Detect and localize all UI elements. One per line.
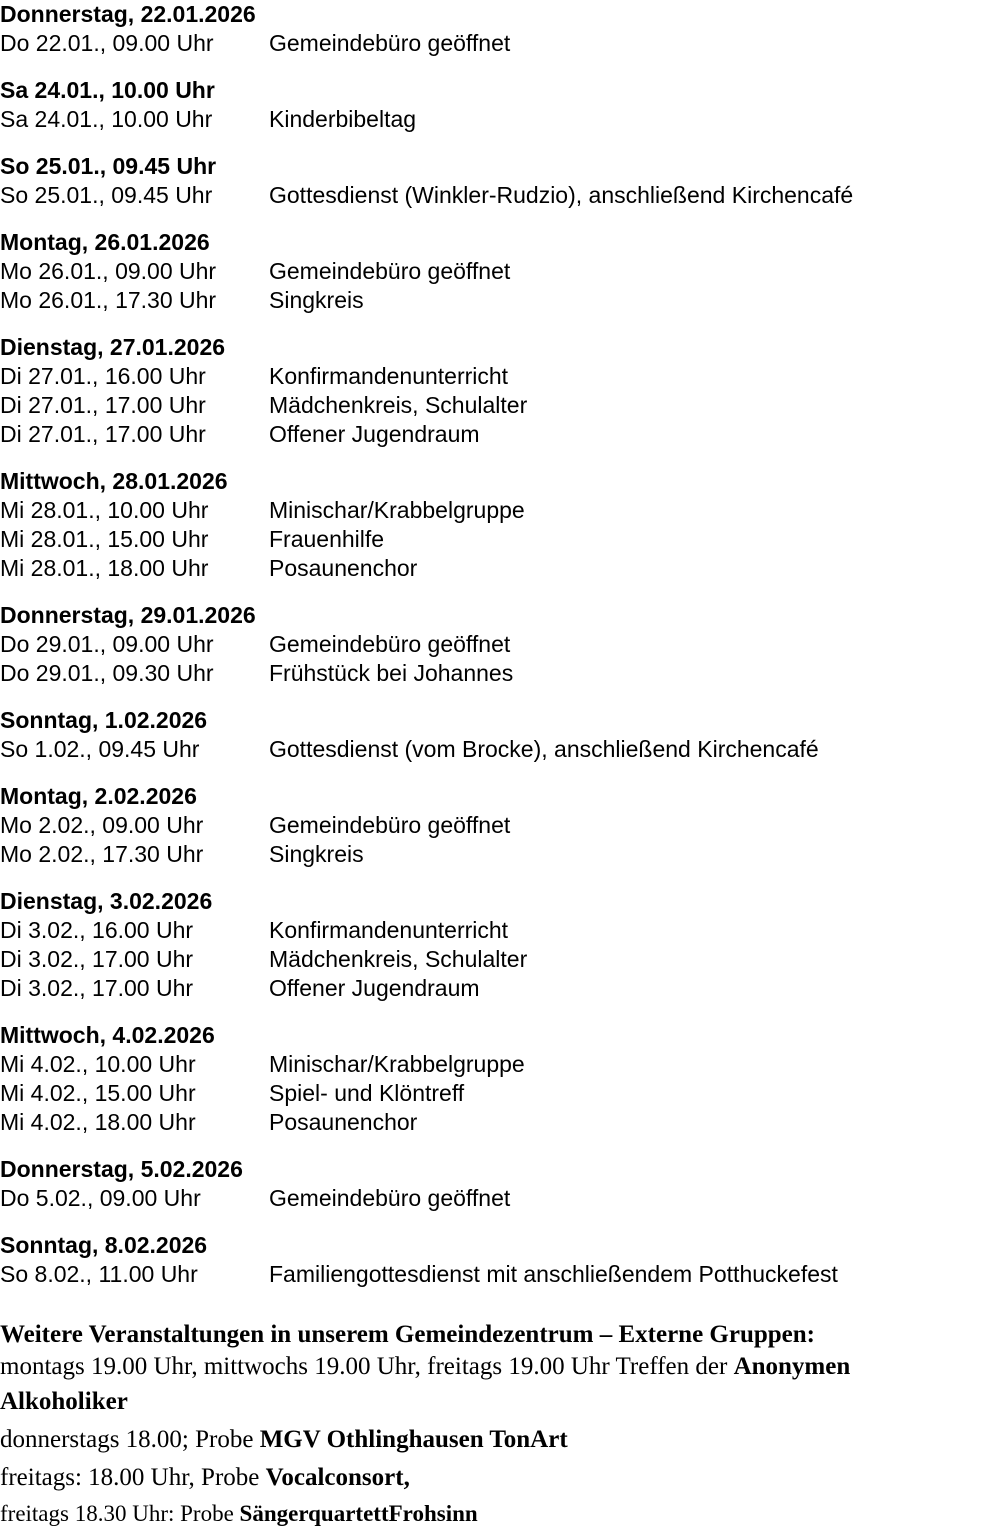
event-row xyxy=(0,496,1000,525)
day-block xyxy=(0,228,1000,315)
vocal-line xyxy=(0,1459,1000,1497)
external-groups-section xyxy=(0,1319,1000,1531)
event-title: Offener Jugendraum xyxy=(269,975,480,1001)
event-row xyxy=(0,181,1000,210)
vocal-name: Vocalconsort, xyxy=(265,1464,410,1491)
event-title: Frauenhilfe xyxy=(269,526,385,552)
day-heading: Donnerstag, 22.01.2026 xyxy=(0,1,256,27)
day-heading: So 25.01., 09.45 Uhr xyxy=(0,153,217,179)
quartet-name: SängerquartettFrohsinn xyxy=(239,1501,478,1526)
event-row xyxy=(0,554,1000,583)
event-title: Posaunenchor xyxy=(269,555,418,581)
event-row xyxy=(0,257,1000,286)
event-title: Spiel- und Klöntreff xyxy=(269,1080,465,1106)
aa-line xyxy=(0,1351,1000,1383)
event-time: Mi 28.01., 10.00 Uhr xyxy=(0,497,209,523)
event-time: Di 27.01., 16.00 Uhr xyxy=(0,363,206,389)
day-block xyxy=(0,76,1000,134)
day-heading: Dienstag, 27.01.2026 xyxy=(0,334,226,360)
day-spacer xyxy=(0,210,1000,228)
event-time: Mi 28.01., 15.00 Uhr xyxy=(0,526,209,552)
event-time: Mi 4.02., 10.00 Uhr xyxy=(0,1051,196,1077)
event-row xyxy=(0,630,1000,659)
event-time: Di 27.01., 17.00 Uhr xyxy=(0,421,206,447)
day-heading: Sonntag, 8.02.2026 xyxy=(0,1232,208,1258)
event-title: Gemeindebüro geöffnet xyxy=(269,631,511,657)
aa-name-part1: Anonymen xyxy=(733,1353,851,1380)
event-title: Familiengottesdienst mit anschließendem Potthuckefest xyxy=(269,1261,838,1287)
aa-name-part2: Alkoholiker xyxy=(0,1388,128,1415)
day-spacer xyxy=(0,869,1000,887)
event-time: Di 3.02., 17.00 Uhr xyxy=(0,946,194,972)
day-spacer xyxy=(0,58,1000,76)
event-time: Di 3.02., 17.00 Uhr xyxy=(0,975,194,1001)
event-time: Do 5.02., 09.00 Uhr xyxy=(0,1185,201,1211)
event-time: Di 3.02., 16.00 Uhr xyxy=(0,917,194,943)
day-heading: Sa 24.01., 10.00 Uhr xyxy=(0,77,215,103)
event-title: Mädchenkreis, Schulalter xyxy=(269,946,528,972)
event-time: Do 29.01., 09.00 Uhr xyxy=(0,631,214,657)
event-row xyxy=(0,105,1000,134)
event-time: Do 29.01., 09.30 Uhr xyxy=(0,660,214,686)
event-row xyxy=(0,945,1000,974)
day-spacer xyxy=(0,1213,1000,1231)
event-title: Singkreis xyxy=(269,287,364,313)
event-title: Gemeindebüro geöffnet xyxy=(269,258,511,284)
event-time: Mi 4.02., 18.00 Uhr xyxy=(0,1109,196,1135)
event-title: Minischar/Krabbelgruppe xyxy=(269,497,525,523)
event-row xyxy=(0,659,1000,688)
event-title: Gottesdienst (vom Brocke), anschließend Kirchencafé xyxy=(269,736,819,762)
event-title: Minischar/Krabbelgruppe xyxy=(269,1051,525,1077)
event-row xyxy=(0,362,1000,391)
event-title: Gemeindebüro geöffnet xyxy=(269,30,511,56)
day-block xyxy=(0,887,1000,1003)
event-row xyxy=(0,1108,1000,1137)
event-row xyxy=(0,811,1000,840)
event-row xyxy=(0,735,1000,764)
day-spacer xyxy=(0,764,1000,782)
mgv-line xyxy=(0,1421,1000,1459)
day-block xyxy=(0,152,1000,210)
mgv-schedule: donnerstags 18.00; Probe xyxy=(0,1426,254,1453)
day-block xyxy=(0,601,1000,688)
event-time: Mi 28.01., 18.00 Uhr xyxy=(0,555,209,581)
event-time: Mo 2.02., 17.30 Uhr xyxy=(0,841,204,867)
event-row xyxy=(0,1050,1000,1079)
event-row xyxy=(0,525,1000,554)
event-title: Kinderbibeltag xyxy=(269,106,417,132)
day-heading: Sonntag, 1.02.2026 xyxy=(0,707,208,733)
event-title: Posaunenchor xyxy=(269,1109,418,1135)
day-block xyxy=(0,333,1000,449)
event-row xyxy=(0,29,1000,58)
day-spacer xyxy=(0,449,1000,467)
day-block xyxy=(0,1021,1000,1137)
event-time: Mo 26.01., 09.00 Uhr xyxy=(0,258,217,284)
day-spacer xyxy=(0,1003,1000,1021)
vocal-schedule: freitags: 18.00 Uhr, Probe xyxy=(0,1464,260,1491)
event-time: Do 22.01., 09.00 Uhr xyxy=(0,30,214,56)
mgv-name: MGV Othlinghausen TonArt xyxy=(259,1426,568,1453)
day-heading: Mittwoch, 28.01.2026 xyxy=(0,468,228,494)
event-row xyxy=(0,1260,1000,1289)
event-time: So 1.02., 09.45 Uhr xyxy=(0,736,200,762)
day-spacer xyxy=(0,315,1000,333)
event-title: Gemeindebüro geöffnet xyxy=(269,1185,511,1211)
event-time: So 8.02., 11.00 Uhr xyxy=(0,1261,198,1287)
event-title: Gemeindebüro geöffnet xyxy=(269,812,511,838)
event-title: Frühstück bei Johannes xyxy=(269,660,514,686)
day-spacer xyxy=(0,688,1000,706)
day-heading: Mittwoch, 4.02.2026 xyxy=(0,1022,215,1048)
aa-line-cont xyxy=(0,1383,1000,1421)
external-groups-title: Weitere Veranstaltungen in unserem Gemeindezentrum – Externe Gruppen: xyxy=(0,1321,815,1348)
day-heading: Donnerstag, 29.01.2026 xyxy=(0,602,256,628)
event-title: Mädchenkreis, Schulalter xyxy=(269,392,528,418)
day-block xyxy=(0,1231,1000,1289)
event-title: Singkreis xyxy=(269,841,364,867)
day-block xyxy=(0,467,1000,583)
day-block xyxy=(0,782,1000,869)
event-row xyxy=(0,420,1000,449)
day-spacer xyxy=(0,583,1000,601)
event-title: Offener Jugendraum xyxy=(269,421,480,447)
event-row xyxy=(0,391,1000,420)
day-spacer xyxy=(0,134,1000,152)
event-row xyxy=(0,286,1000,315)
event-row xyxy=(0,974,1000,1003)
event-row xyxy=(0,1079,1000,1108)
day-block xyxy=(0,706,1000,764)
aa-schedule: montags 19.00 Uhr, mittwochs 19.00 Uhr, freitags 19.00 Uhr Treffen der xyxy=(0,1353,728,1380)
event-time: So 25.01., 09.45 Uhr xyxy=(0,182,213,208)
day-heading: Montag, 2.02.2026 xyxy=(0,783,197,809)
event-row xyxy=(0,916,1000,945)
event-time: Mi 4.02., 15.00 Uhr xyxy=(0,1080,196,1106)
event-time: Mo 2.02., 09.00 Uhr xyxy=(0,812,204,838)
event-time: Sa 24.01., 10.00 Uhr xyxy=(0,106,213,132)
day-block xyxy=(0,0,1000,58)
day-block xyxy=(0,1155,1000,1213)
day-spacer xyxy=(0,1137,1000,1155)
event-title: Gottesdienst (Winkler-Rudzio), anschließend Kirchencafé xyxy=(269,182,854,208)
event-time: Di 27.01., 17.00 Uhr xyxy=(0,392,206,418)
event-row xyxy=(0,840,1000,869)
event-row xyxy=(0,1184,1000,1213)
quartet-schedule: freitags 18.30 Uhr: Probe xyxy=(0,1501,234,1526)
event-time: Mo 26.01., 17.30 Uhr xyxy=(0,287,217,313)
day-heading: Montag, 26.01.2026 xyxy=(0,229,210,255)
event-title: Konfirmandenunterricht xyxy=(269,363,509,389)
event-title: Konfirmandenunterricht xyxy=(269,917,509,943)
day-heading: Donnerstag, 5.02.2026 xyxy=(0,1156,243,1182)
day-heading: Dienstag, 3.02.2026 xyxy=(0,888,213,914)
